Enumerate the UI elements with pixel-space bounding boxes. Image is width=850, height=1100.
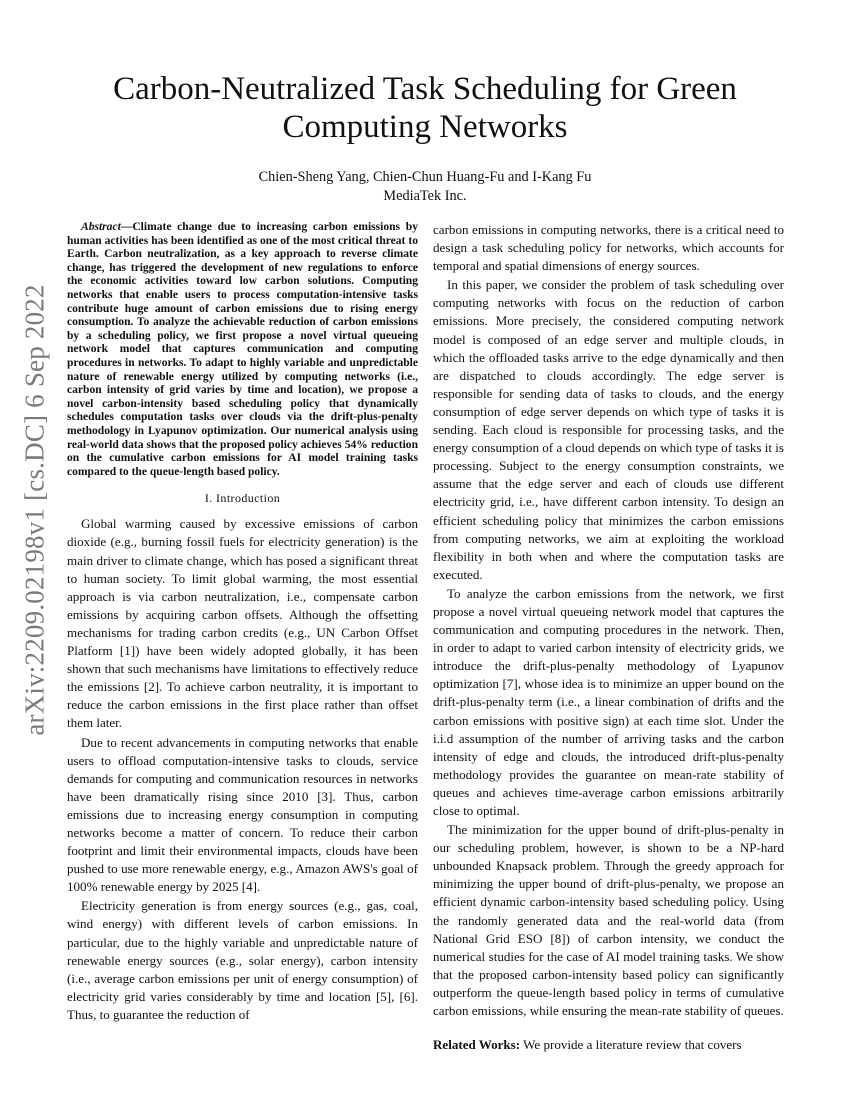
intro-paragraph: Electricity generation is from energy sources (e.g., gas, coal, wind energy) with different levels of carbon emissions. In particular, due to the highly variable and unpredictable nature of renewable energy sources (e.g., solar energy), carbon intensity (i.e., average carbon emissions per unit of energy consumption) of electricity grid varies considerably by time and location [5], [6]. Thus, to guarantee the reduction of <box>67 898 418 1022</box>
section-heading-introduction: I. Introduction <box>204 491 281 506</box>
abstract <box>67 221 418 479</box>
intro-paragraph-continued: carbon emissions in computing networks, there is a critical need to design a task scheduling policy for networks, which accounts for temporal and spatial dimensions of energy sources. <box>433 222 784 274</box>
abstract-label: Abstract <box>81 221 121 233</box>
related-works-text: We provide a literature review that covers <box>520 1037 742 1053</box>
arxiv-stamp <box>12 284 58 736</box>
paper-title: Carbon-Neutralized Task Scheduling for Green Computing Networks <box>113 71 737 145</box>
right-column <box>433 221 784 1054</box>
related-works-paragraph <box>433 1036 784 1054</box>
intro-paragraph: To analyze the carbon emissions from the network, we first propose a novel virtual queueing network model that captures the communication and computing procedures in the network. Then, in order to adapt to varied carbon intensity of electricity grids, we introduce the drift-plus-penalty methodology of Lyapunov optimization [7], whose idea is to minimize an upper bound on the drift-plus-penalty term (i.e., a linear combination of drifts and the carbon emissions with positive sign) at each time slot. Under the i.i.d assumption of the number of arriving tasks and the carbon intensity of edge and clouds, the introduced drift-plus-penalty methodology provides the guarantee on mean-rate stability of queues and achieves time-average carbon emissions arbitrarily close to optimal. <box>433 585 784 818</box>
abstract-text: —Climate change due to increasing carbon emissions by human activities has been identified as one of the most critical threat to Earth. Carbon neutralization, as a key approach to reverse climate change, has triggered the development of new regulations to enforce the economic activities toward low carbon solutions. Computing networks that enable users to process computation-intensive tasks contribute huge amount of carbon emissions due to rising energy consumption. To analyze the achievable reduction of carbon emissions by a scheduling policy, we first propose a novel virtual queueing network model that captures communication and computing procedures in networks. To adapt to highly variable and unpredictable nature of renewable energy utilized by computing networks (i.e., carbon intensity of grid varies by time and location), we propose a novel carbon-intensity based scheduling policy that dynamically schedules computation tasks over clouds via the drift-plus-penalty methodology in Lyapunov optimization. Our numerical analysis using real-world data shows that the proposed policy achieves 54% reduction on the cumulative carbon emissions for AI model training tasks compared to the queue-length based policy. <box>67 221 418 478</box>
author-block <box>80 168 770 206</box>
affiliation: MediaTek Inc. <box>383 188 467 204</box>
intro-paragraph: Global warming caused by excessive emissions of carbon dioxide (e.g., burning fossil fuels for electricity generation) is the main driver to climate change, which has posed a significant threat to human society. To limit global warming, the most essential approach is via carbon neutralization, i.e., compensate carbon emissions by acquiring carbon offsets. Although the offsetting mechanisms for trading carbon credits (e.g., UN Carbon Offset Platform [1]) have been widely adopted globally, it has been shown that such mechanisms have limitations to effectively reduce the emissions [2]. To achieve carbon neutrality, it is important to reduce the carbon emissions in the first place rather than offset them later. <box>67 516 418 731</box>
arxiv-stamp-text: arXiv:2209.02198v1 [cs.DC] 6 Sep 2022 <box>19 284 50 736</box>
author-names: Chien-Sheng Yang, Chien-Chun Huang-Fu and I-Kang Fu <box>258 169 592 185</box>
left-column <box>67 221 418 1024</box>
intro-paragraph: In this paper, we consider the problem of task scheduling over computing networks with focus on the reduction of carbon emissions. More precisely, the considered computing network model is composed of an edge server and multiple clouds, in which the offloaded tasks arrive to the edge dynamically and then are dispatched to clouds accordingly. The edge server is responsible for sending data of tasks to clouds, and the energy consumption of edge server depends on which type of tasks it is sending. Each cloud is responsible for processing tasks, and the energy consumption of a cloud depends on which type of tasks it is processing. Subject to the energy consumption constraints, we assume that the edge server and each of clouds use different electricity grid, i.e., have different carbon intensity. To design an efficient scheduling policy that minimizes the carbon emissions from computing networks, we aim at exploiting the workload flexibility in both when and where the computation tasks are executed. <box>433 277 784 582</box>
intro-paragraph: Due to recent advancements in computing networks that enable users to offload computation-intensive tasks to clouds, service demands for computing and communication resources in networks have been dramatically rising since 2010 [3]. Thus, carbon emissions due to increasing energy consumption in computing networks become a matter of concern. To reduce their carbon footprint and limit their environmental impacts, clouds have been pushed to use more renewable energy, e.g., Amazon AWS's goal of 100% renewable energy by 2025 [4]. <box>67 734 418 895</box>
intro-paragraph: The minimization for the upper bound of drift-plus-penalty in our scheduling problem, however, is shown to be a NP-hard unbounded Knapsack problem. Through the greedy approach for minimizing the upper bound of drift-plus-penalty, we propose an efficient dynamic carbon-intensity based scheduling policy. Using the randomly generated data and the real-world data (from National Grid ESO [8]) of carbon intensity, we conduct the numerical studies for the case of AI model training tasks. We show that the proposed carbon-intensity based policy can significantly outperform the queue-length based policy in terms of cumulative carbon emissions, while ensuring the mean-rate stability of queues. <box>433 822 784 1019</box>
related-works-label: Related Works: <box>433 1037 521 1053</box>
